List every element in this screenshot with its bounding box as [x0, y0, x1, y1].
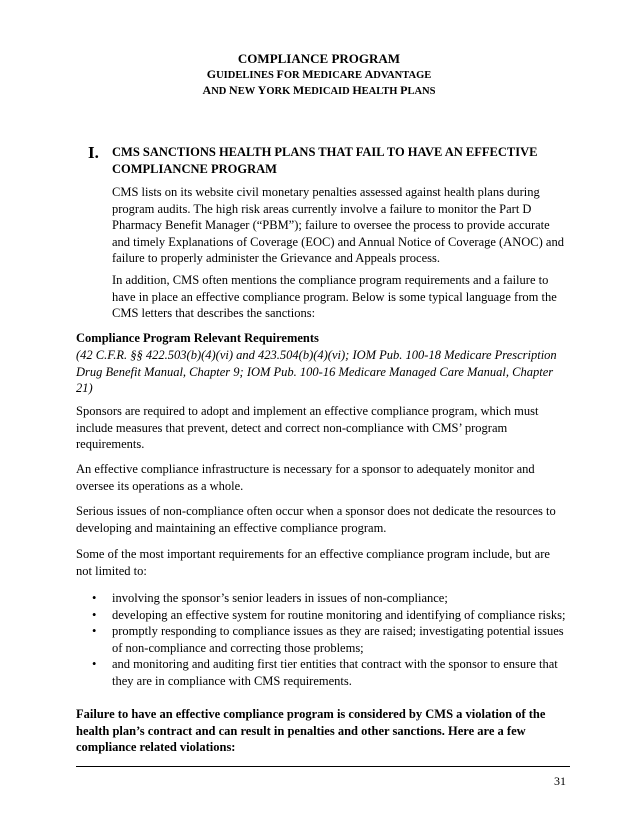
list-item — [92, 607, 568, 624]
requirements-heading: Compliance Program Relevant Requirements — [76, 331, 319, 345]
section-paragraph-2: In addition, CMS often mentions the compliance program requirements and a failure to have in place an effective compliance program. Below is some typical language from the CMS letters that describes the sanctions: — [112, 273, 557, 321]
document-subtitle-line2: AND NEW YORK MEDICAID HEALTH PLANS — [202, 83, 436, 97]
requirements-paragraph-4: Some of the most important requirements for an effective compliance program include, but are not limited to: — [76, 547, 550, 578]
bullet-marker: • — [92, 657, 97, 672]
list-item-text: developing an effective system for routine monitoring and identifying of compliance risks; — [112, 607, 566, 622]
bullet-marker: • — [92, 591, 97, 605]
requirements-bullet-list — [92, 590, 568, 690]
list-item — [92, 656, 568, 689]
footer-divider — [76, 766, 570, 767]
bullet-marker: • — [92, 624, 97, 639]
list-item — [92, 590, 568, 607]
requirements-paragraph-3: Serious issues of non-compliance often occur when a sponsor does not dedicate the resources to developing and maintaining an effective compliance program. — [76, 504, 556, 535]
requirements-paragraph-2: An effective compliance infrastructure is necessary for a sponsor to adequately monitor and oversee its operations as a whole. — [76, 462, 535, 493]
requirements-paragraph-1: Sponsors are required to adopt and implement an effective compliance program, which must include measures that prevent, detect and correct non-compliance with CMS’ program requirements. — [76, 404, 539, 452]
section-number: I. — [88, 143, 99, 162]
document-title: COMPLIANCE PROGRAM — [237, 51, 401, 66]
page-header — [0, 50, 638, 99]
section-title: CMS SANCTIONS HEALTH PLANS THAT FAIL TO HAVE AN EFFECTIVE COMPLIANCNE PROGRAM — [112, 145, 538, 176]
requirements-citation: (42 C.F.R. §§ 422.503(b)(4)(vi) and 423.504(b)(4)(vi); IOM Pub. 100-18 Medicare Prescription Drug Benefit Manual, Chapter 9; IOM Pub. 100-16 Medicare Managed Care Manual, Chapter 21) — [76, 348, 557, 396]
list-item-text: and monitoring and auditing first tier entities that contract with the sponsor to ensure that they are in compliance with CMS requirements. — [112, 657, 558, 688]
bullet-marker: • — [92, 607, 97, 622]
closing-paragraph: Failure to have an effective compliance program is considered by CMS a violation of the health plan’s contract and can result in penalties and other sanctions. Here are a few compliance related violations: — [76, 707, 546, 755]
list-item-text: involving the sponsor’s senior leaders in issues of non-compliance; — [112, 591, 448, 605]
document-subtitle-line1: GUIDELINES FOR MEDICARE ADVANTAGE — [206, 67, 432, 81]
page-number: 31 — [554, 774, 566, 788]
section-paragraph-1: CMS lists on its website civil monetary penalties assessed against health plans during program audits. The high risk areas currently involve a failure to monitor the Part D Pharmacy Benefit Manager (“PBM”); failure to oversee the process to provide accurate and timely Explanations of Coverage (EOC) and Annual Notice of Coverage (ANOC) and failure to properly administer the Grievance and Appeals process. — [112, 185, 564, 266]
list-item-text: promptly responding to compliance issues as they are raised; investigating potential issues of non-compliance and correcting those problems; — [112, 624, 564, 655]
list-item — [92, 623, 568, 656]
